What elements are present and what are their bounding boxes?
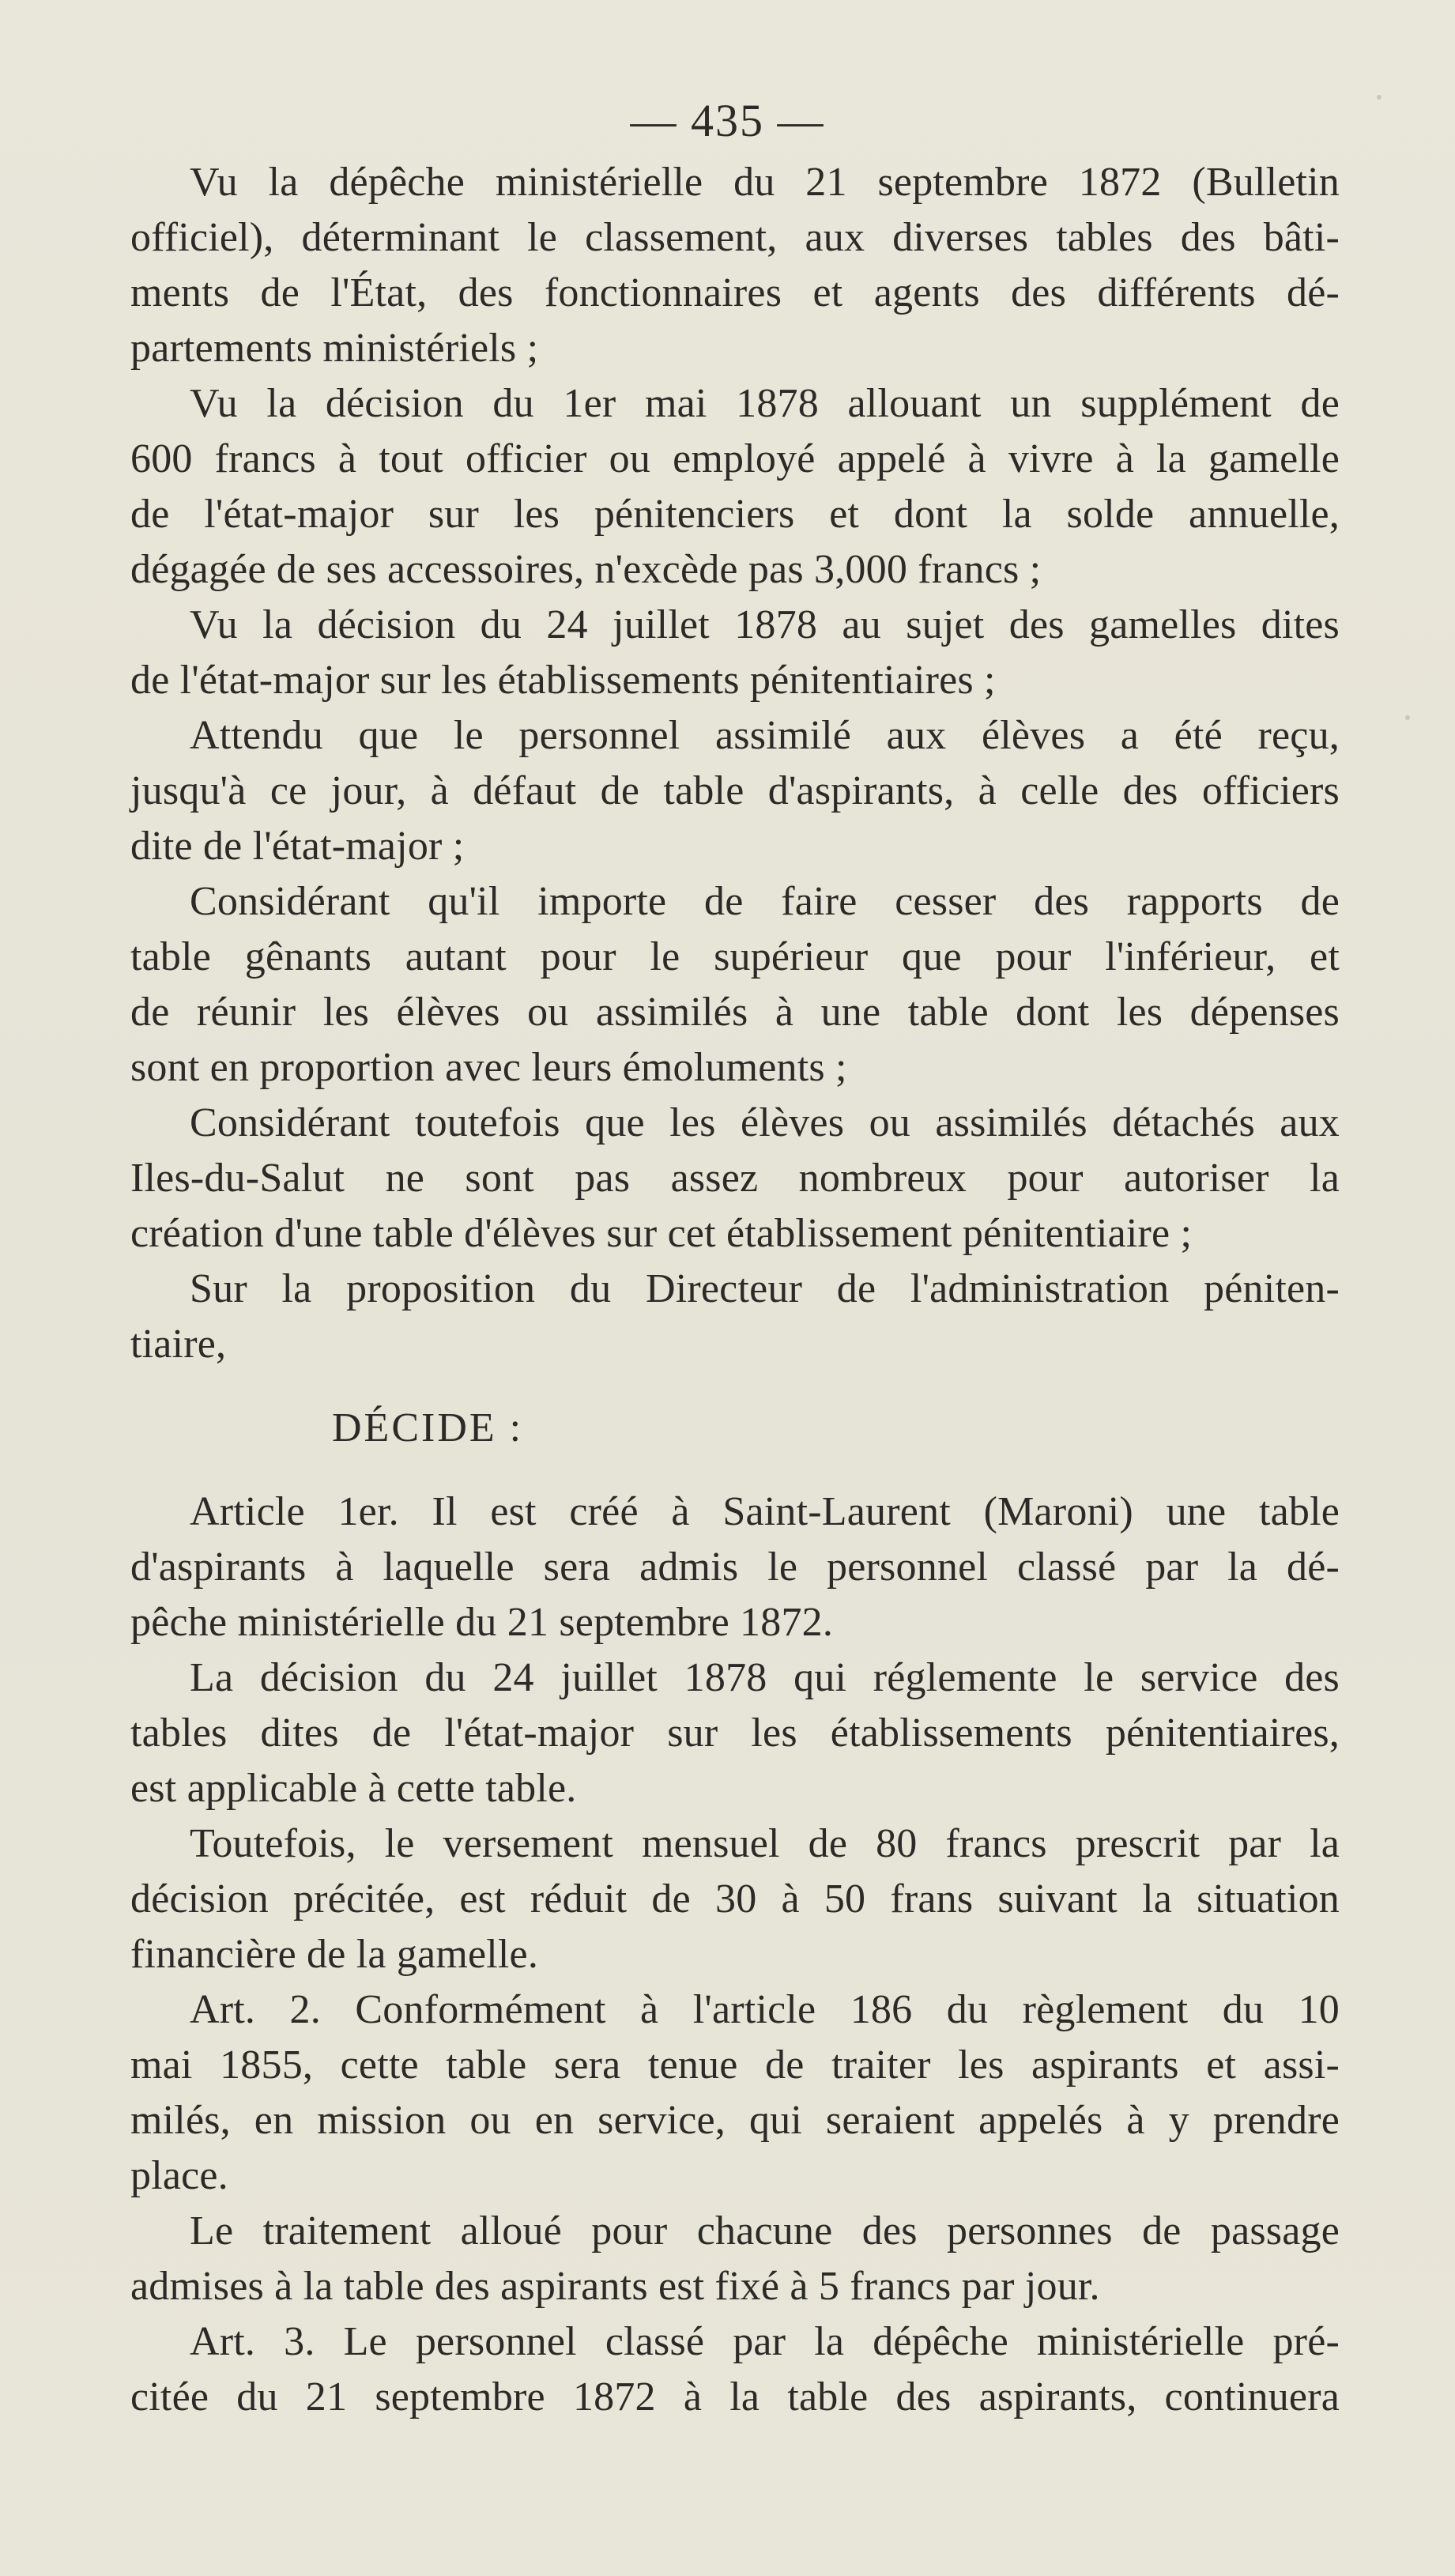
- text-line: décision précitée, est réduit de 30 à 50 frans suivant la situation: [130, 1876, 1340, 1922]
- text-line: milés, en mission ou en service, qui seraient appelés à y prendre: [130, 2098, 1340, 2143]
- text-line: Sur la proposition du Directeur de l'administration péniten-: [190, 1266, 1340, 1311]
- page-number: — 435 —: [630, 95, 825, 146]
- text-line: pêche ministérielle du 21 septembre 1872.: [130, 1600, 834, 1645]
- text-line: Considérant qu'il importe de faire cesser des rapports de: [190, 879, 1340, 924]
- text-line: Vu la décision du 24 juillet 1878 au sujet des gamelles dites: [190, 602, 1340, 647]
- text-line: officiel), déterminant le classement, aux diverses tables des bâti-: [130, 215, 1340, 260]
- text-line: Vu la dépêche ministérielle du 21 septembre 1872 (Bulletin: [190, 160, 1340, 205]
- text-line: Art. 2. Conformément à l'article 186 du règlement du 10: [190, 1987, 1340, 2032]
- text-line: de l'état-major sur les établissements pénitentiaires ;: [130, 658, 996, 703]
- text-line: ments de l'État, des fonctionnaires et agents des différents dé-: [130, 270, 1340, 315]
- text-line: sont en proportion avec leurs émoluments ;: [130, 1045, 847, 1090]
- text-line: Iles-du-Salut ne sont pas assez nombreux pour autoriser la: [130, 1156, 1340, 1201]
- text-line: mai 1855, cette table sera tenue de traiter les aspirants et assi-: [130, 2042, 1340, 2088]
- paper-speck: [1377, 95, 1381, 100]
- text-line: citée du 21 septembre 1872 à la table des aspirants, continuera: [130, 2374, 1340, 2419]
- text-line: Attendu que le personnel assimilé aux élèves a été reçu,: [190, 713, 1340, 758]
- articles: [130, 1484, 1340, 2425]
- text-line: tiaire,: [130, 1322, 227, 1367]
- body-text: [130, 155, 1340, 2425]
- text-line: admises à la table des aspirants est fixé à 5 francs par jour.: [130, 2264, 1100, 2309]
- paper-speck: [1405, 715, 1410, 720]
- text-line: La décision du 24 juillet 1878 qui réglemente le service des: [190, 1655, 1340, 1700]
- text-line: financière de la gamelle.: [130, 1932, 539, 1977]
- text-line: dite de l'état-major ;: [130, 824, 465, 869]
- text-line: Le traitement alloué pour chacune des personnes de passage: [190, 2208, 1340, 2254]
- text-line: Toutefois, le versement mensuel de 80 francs prescrit par la: [190, 1821, 1340, 1866]
- text-line: jusqu'à ce jour, à défaut de table d'aspirants, à celle des officiers: [130, 768, 1340, 813]
- decision-heading: DÉCIDE :: [332, 1405, 524, 1450]
- text-line: est applicable à cette table.: [130, 1766, 577, 1811]
- text-line: de réunir les élèves ou assimilés à une table dont les dépenses: [130, 990, 1340, 1035]
- text-line: partements ministériels ;: [130, 326, 539, 371]
- text-line: place.: [130, 2153, 228, 2198]
- text-line: table gênants autant pour le supérieur que pour l'inférieur, et: [130, 934, 1340, 979]
- text-line: Vu la décision du 1er mai 1878 allouant un supplément de: [190, 381, 1340, 426]
- text-line: tables dites de l'état-major sur les établissements pénitentiaires,: [130, 1710, 1340, 1756]
- text-line: de l'état-major sur les pénitenciers et dont la solde annuelle,: [130, 492, 1340, 537]
- text-line: 600 francs à tout officier ou employé appelé à vivre à la gamelle: [130, 436, 1340, 481]
- preamble: [130, 155, 1340, 1372]
- text-line: dégagée de ses accessoires, n'excède pas 3,000 francs ;: [130, 547, 1042, 592]
- text-line: Considérant toutefois que les élèves ou assimilés détachés aux: [190, 1100, 1340, 1145]
- text-line: Art. 3. Le personnel classé par la dépêche ministérielle pré-: [190, 2319, 1340, 2364]
- text-line: d'aspirants à laquelle sera admis le personnel classé par la dé-: [130, 1544, 1340, 1590]
- text-line: Article 1er. Il est créé à Saint-Laurent (Maroni) une table: [190, 1489, 1340, 1534]
- text-line: création d'une table d'élèves sur cet établissement pénitentiaire ;: [130, 1211, 1193, 1256]
